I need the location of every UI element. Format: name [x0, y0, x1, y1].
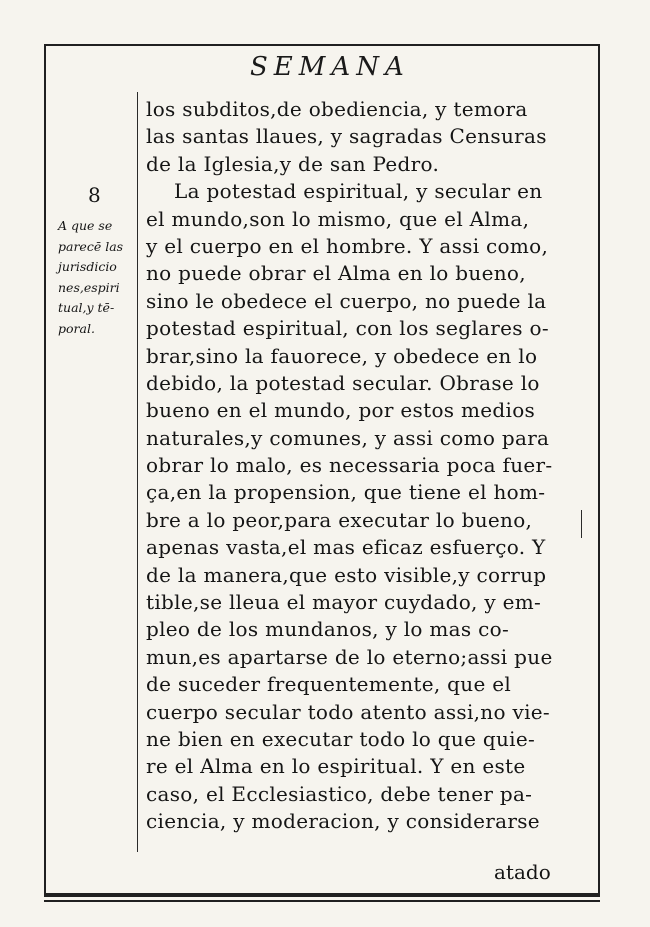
bottom-rule	[44, 893, 600, 895]
text-line: naturales,y comunes, y assi como para	[146, 425, 550, 450]
text-line: tible,se lleua el mayor cuydado, y em-	[146, 590, 542, 615]
marginal-note	[58, 216, 138, 339]
marginal-note-line: poral.	[58, 320, 95, 336]
marginal-note-line: parecē las	[58, 238, 124, 254]
marginal-note-line: tual,y tē-	[58, 300, 115, 315]
text-line: apenas vasta,el mas eficaz esfuerço. Y	[146, 535, 546, 560]
marginal-note-line: A que se	[58, 218, 113, 233]
text-line: ciencia, y moderacion, y considerarse	[146, 809, 540, 834]
text-line: y el cuerpo en el hombre. Y assi como,	[146, 233, 549, 258]
body-text	[146, 96, 576, 836]
text-line: caso, el Ecclesiastico, debe tener pa-	[146, 781, 533, 806]
text-line: no puede obrar el Alma en lo bueno,	[146, 261, 526, 286]
text-line: debido, la potestad secular. Obrase lo	[146, 370, 540, 395]
text-line: el mundo,son lo mismo, que el Alma,	[146, 206, 530, 231]
text-line: La potestad espiritual, y secular en	[174, 179, 543, 204]
running-head: SEMANA	[250, 52, 410, 82]
catchword: atado	[494, 860, 551, 884]
column-divider	[137, 92, 138, 852]
bottom-rule-double	[44, 900, 600, 902]
text-line: los subditos,de obediencia, y temora	[146, 97, 528, 121]
section-number: 8	[88, 183, 101, 207]
text-line: brar,sino la fauorece, y obedece en lo	[146, 343, 538, 368]
text-line: de suceder frequentemente, que el	[146, 672, 512, 697]
text-line: bre a lo peor,para executar lo bueno,	[146, 507, 533, 532]
text-line: obrar lo malo, es necessaria poca fuer-	[146, 453, 553, 478]
text-line: re el Alma en lo espiritual. Y en este	[146, 754, 526, 779]
right-margin-mark	[581, 510, 582, 538]
text-line: de la Iglesia,y de san Pedro.	[146, 151, 440, 176]
text-line: sino le obedece el cuerpo, no puede la	[146, 288, 547, 313]
text-line: potestad espiritual, con los seglares o-	[146, 316, 549, 341]
marginal-note-line: nes,espiri	[58, 279, 120, 295]
text-line: de la manera,que esto visible,y corrup	[146, 562, 547, 587]
text-line: cuerpo secular todo atento assi,no vie-	[146, 699, 550, 724]
text-line: las santas llaues, y sagradas Censuras	[146, 124, 547, 149]
text-line: bueno en el mundo, por estos medios	[146, 398, 536, 423]
text-line: ne bien en executar todo lo que quie-	[146, 726, 536, 751]
marginal-note-line: jurisdicio	[58, 259, 117, 274]
text-line: ça,en la propension, que tiene el hom-	[146, 480, 546, 505]
text-line: pleo de los mundanos, y lo mas co-	[146, 617, 510, 642]
text-line: mun,es apartarse de lo eterno;assi pue	[146, 644, 553, 669]
